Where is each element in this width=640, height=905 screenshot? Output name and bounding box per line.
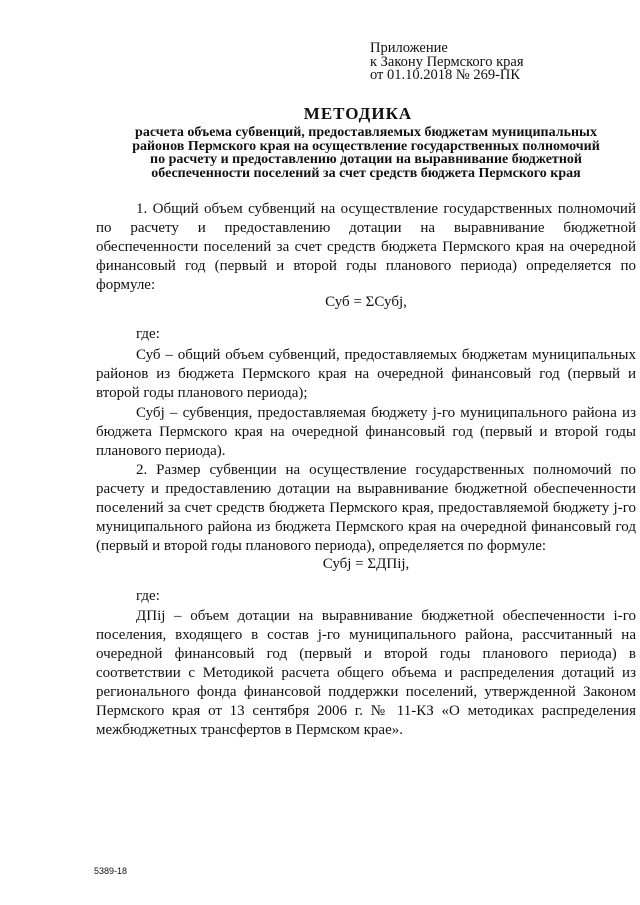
document-title: МЕТОДИКА — [303, 104, 413, 123]
attachment-header — [370, 42, 610, 83]
definition-sub: Суб – общий объем субвенций, предоставляемых бюджетам муниципальных районов из бюджета Пермского края на очередной финансовый год (первый и второй годы планового периода); — [96, 347, 636, 401]
paragraph-2: 2. Размер субвенции на осуществление государственных полномочий по расчету и предоставлению дотации на выравнивание бюджетной обеспеченности поселений за счет средств бюджета Пермского края, предоставляемой бюджету j-го муниципального района из бюджета Пермского края на очередной финансовый год (первый и второй годы планового периода), определяется по формуле: — [96, 462, 636, 554]
definition-dpij: ДПij – объем дотации на выравнивание бюджетной обеспеченности i-го поселения, входящего в состав j-го муниципального района, рассчитанный на очередной финансовый год (первый и второй годы планового периода) в соответствии с Методикой расчета общего объема и распределения дотаций из регионального фонда финансовой поддержки поселений, утвержденной Законом Пермского края от 13 сентября 2006 г. № 11-КЗ «О методиках распределения межбюджетных трансфертов в Пермском крае». — [96, 608, 636, 738]
document-subtitle — [96, 126, 636, 180]
attachment-line-1: Приложение — [370, 40, 448, 56]
formula-1: Суб = ΣСубj, — [325, 294, 407, 310]
subtitle-line: обеспеченности поселений за счет средств бюджета Пермского края — [151, 165, 581, 181]
attachment-line-2: к Закону Пермского края — [370, 53, 524, 70]
where-label-2: где: — [136, 588, 160, 604]
subtitle-line: расчета объема субвенций, предоставляемых бюджетам муниципальных — [135, 125, 597, 140]
where-label-1: где: — [136, 326, 160, 342]
document-code: 5389-18 — [94, 866, 128, 876]
subtitle-line: по расчету и предоставлению дотации на выравнивание бюджетной — [150, 152, 582, 167]
formula-2: Субj = ΣДПij, — [322, 556, 410, 572]
paragraph-1: 1. Общий объем субвенций на осуществление государственных полномочий по расчету и предоставлению дотации на выравнивание бюджетной обеспеченности поселений за счет средств бюджета Пермского края на очередной финансовый год (первый и второй годы планового периода) определяется по формуле: — [96, 201, 636, 293]
subtitle-line: районов Пермского края на осуществление государственных полномочий — [132, 138, 600, 154]
definition-subj: Субj – субвенция, предоставляемая бюджету j-го муниципального района из бюджета Пермского края на очередной финансовый год (первый и второй годы планового периода). — [96, 405, 636, 459]
attachment-line-3: от 01.10.2018 № 269-ПК — [370, 67, 521, 83]
